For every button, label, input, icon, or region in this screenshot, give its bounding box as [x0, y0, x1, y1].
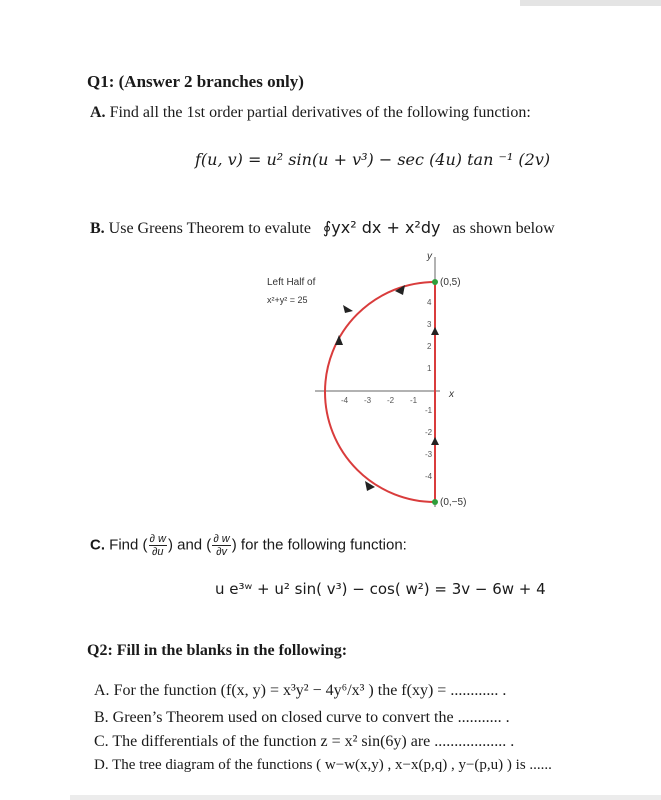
y-tick-label: 4	[427, 298, 432, 307]
point-bottom-label: (0,−5)	[440, 497, 467, 508]
partial-w-v-fraction	[212, 533, 230, 558]
q1-b-line	[90, 218, 555, 238]
curve-label-pointer	[343, 305, 353, 313]
y-tick-labels	[425, 298, 433, 481]
q1-a-line	[90, 104, 531, 122]
q1-b-integral: ∮yx² dx + x²dy	[322, 218, 441, 237]
y-tick-label: -4	[425, 472, 433, 481]
q1-a-label: A.	[90, 104, 106, 121]
y-tick-label: -2	[425, 428, 433, 437]
partial-w-u-fraction	[149, 533, 167, 558]
axis-y-label: y	[427, 251, 432, 262]
q2-item-label: D.	[94, 757, 109, 773]
q1-a-equation: f(u, v) = u² sin(u + v³) − sec (4u) tan ⁻¹ (2v)	[195, 150, 551, 169]
q1-c-label: C.	[90, 536, 105, 554]
q1-heading: Q1: (Answer 2 branches only)	[87, 72, 304, 91]
frac-numerator: ∂ w	[213, 533, 230, 545]
q1-b-text-after: as shown below	[452, 220, 555, 237]
q1-a-text: Find all the 1st order partial derivatives of the following function:	[109, 104, 531, 121]
point-top-label: (0,5)	[440, 277, 461, 288]
axis-x-label: x	[449, 389, 454, 400]
q2-item-label: C.	[94, 733, 109, 750]
frac-denominator: ∂v	[216, 546, 227, 558]
x-tick-label: -2	[387, 396, 395, 405]
q2-item-text: The tree diagram of the functions ( w−w(x,y) , x−x(p,q) , y−(p,u) ) is ......	[112, 757, 552, 773]
arrow-marker	[335, 335, 343, 345]
x-tick-label: -4	[341, 396, 349, 405]
q2-item-text: For the function (f(x, y) = x³y² − 4y⁶/x³ ) the f(xy) = ............ .	[113, 682, 507, 699]
curve-label-line1: Left Half of	[267, 277, 316, 288]
y-tick-label: -1	[425, 406, 433, 415]
q2-item-d	[94, 757, 552, 774]
arrow-marker	[431, 327, 439, 335]
arrow-marker	[431, 437, 439, 445]
x-tick-labels	[341, 396, 418, 405]
q1-b-label: B.	[90, 220, 105, 237]
bottom-edge-line	[70, 795, 661, 800]
top-edge-line	[520, 0, 661, 6]
q2-item-a	[94, 682, 506, 700]
green-theorem-diagram	[255, 245, 495, 515]
q1-c-rest-text: ) for the following function:	[231, 536, 407, 554]
q1-c-line	[90, 533, 407, 558]
semicircle-curve	[325, 282, 435, 502]
x-tick-label: -1	[410, 396, 418, 405]
q1-b-text-before: Use Greens Theorem to evalute	[108, 220, 311, 237]
q2-heading: Q2: Fill in the blanks in the following:	[87, 642, 348, 659]
q2-item-b	[94, 709, 510, 727]
q1-c-find-text: Find (	[109, 536, 148, 554]
y-tick-label: 1	[427, 364, 432, 373]
y-tick-label: 2	[427, 342, 432, 351]
y-tick-label: 3	[427, 320, 432, 329]
q1-c-equation: u e³ʷ + u² sin( v³) − cos( w²) = 3v − 6w + 4	[215, 580, 546, 598]
y-tick-label: -3	[425, 450, 433, 459]
frac-numerator: ∂ w	[149, 533, 166, 545]
q2-item-text: Green’s Theorem used on closed curve to convert the ........... .	[112, 709, 510, 726]
q1-c-and-text: ) and (	[167, 536, 212, 554]
point-bottom-dot	[432, 499, 438, 505]
x-tick-label: -3	[364, 396, 372, 405]
frac-denominator: ∂u	[151, 546, 164, 558]
point-top-dot	[432, 279, 438, 285]
q2-item-label: A.	[94, 682, 110, 699]
q2-item-text: The differentials of the function z = x² sin(6y) are .................. .	[112, 733, 515, 750]
q2-item-c	[94, 733, 514, 751]
curve-label-line2: x²+y² = 25	[267, 295, 308, 305]
q2-item-label: B.	[94, 709, 109, 726]
